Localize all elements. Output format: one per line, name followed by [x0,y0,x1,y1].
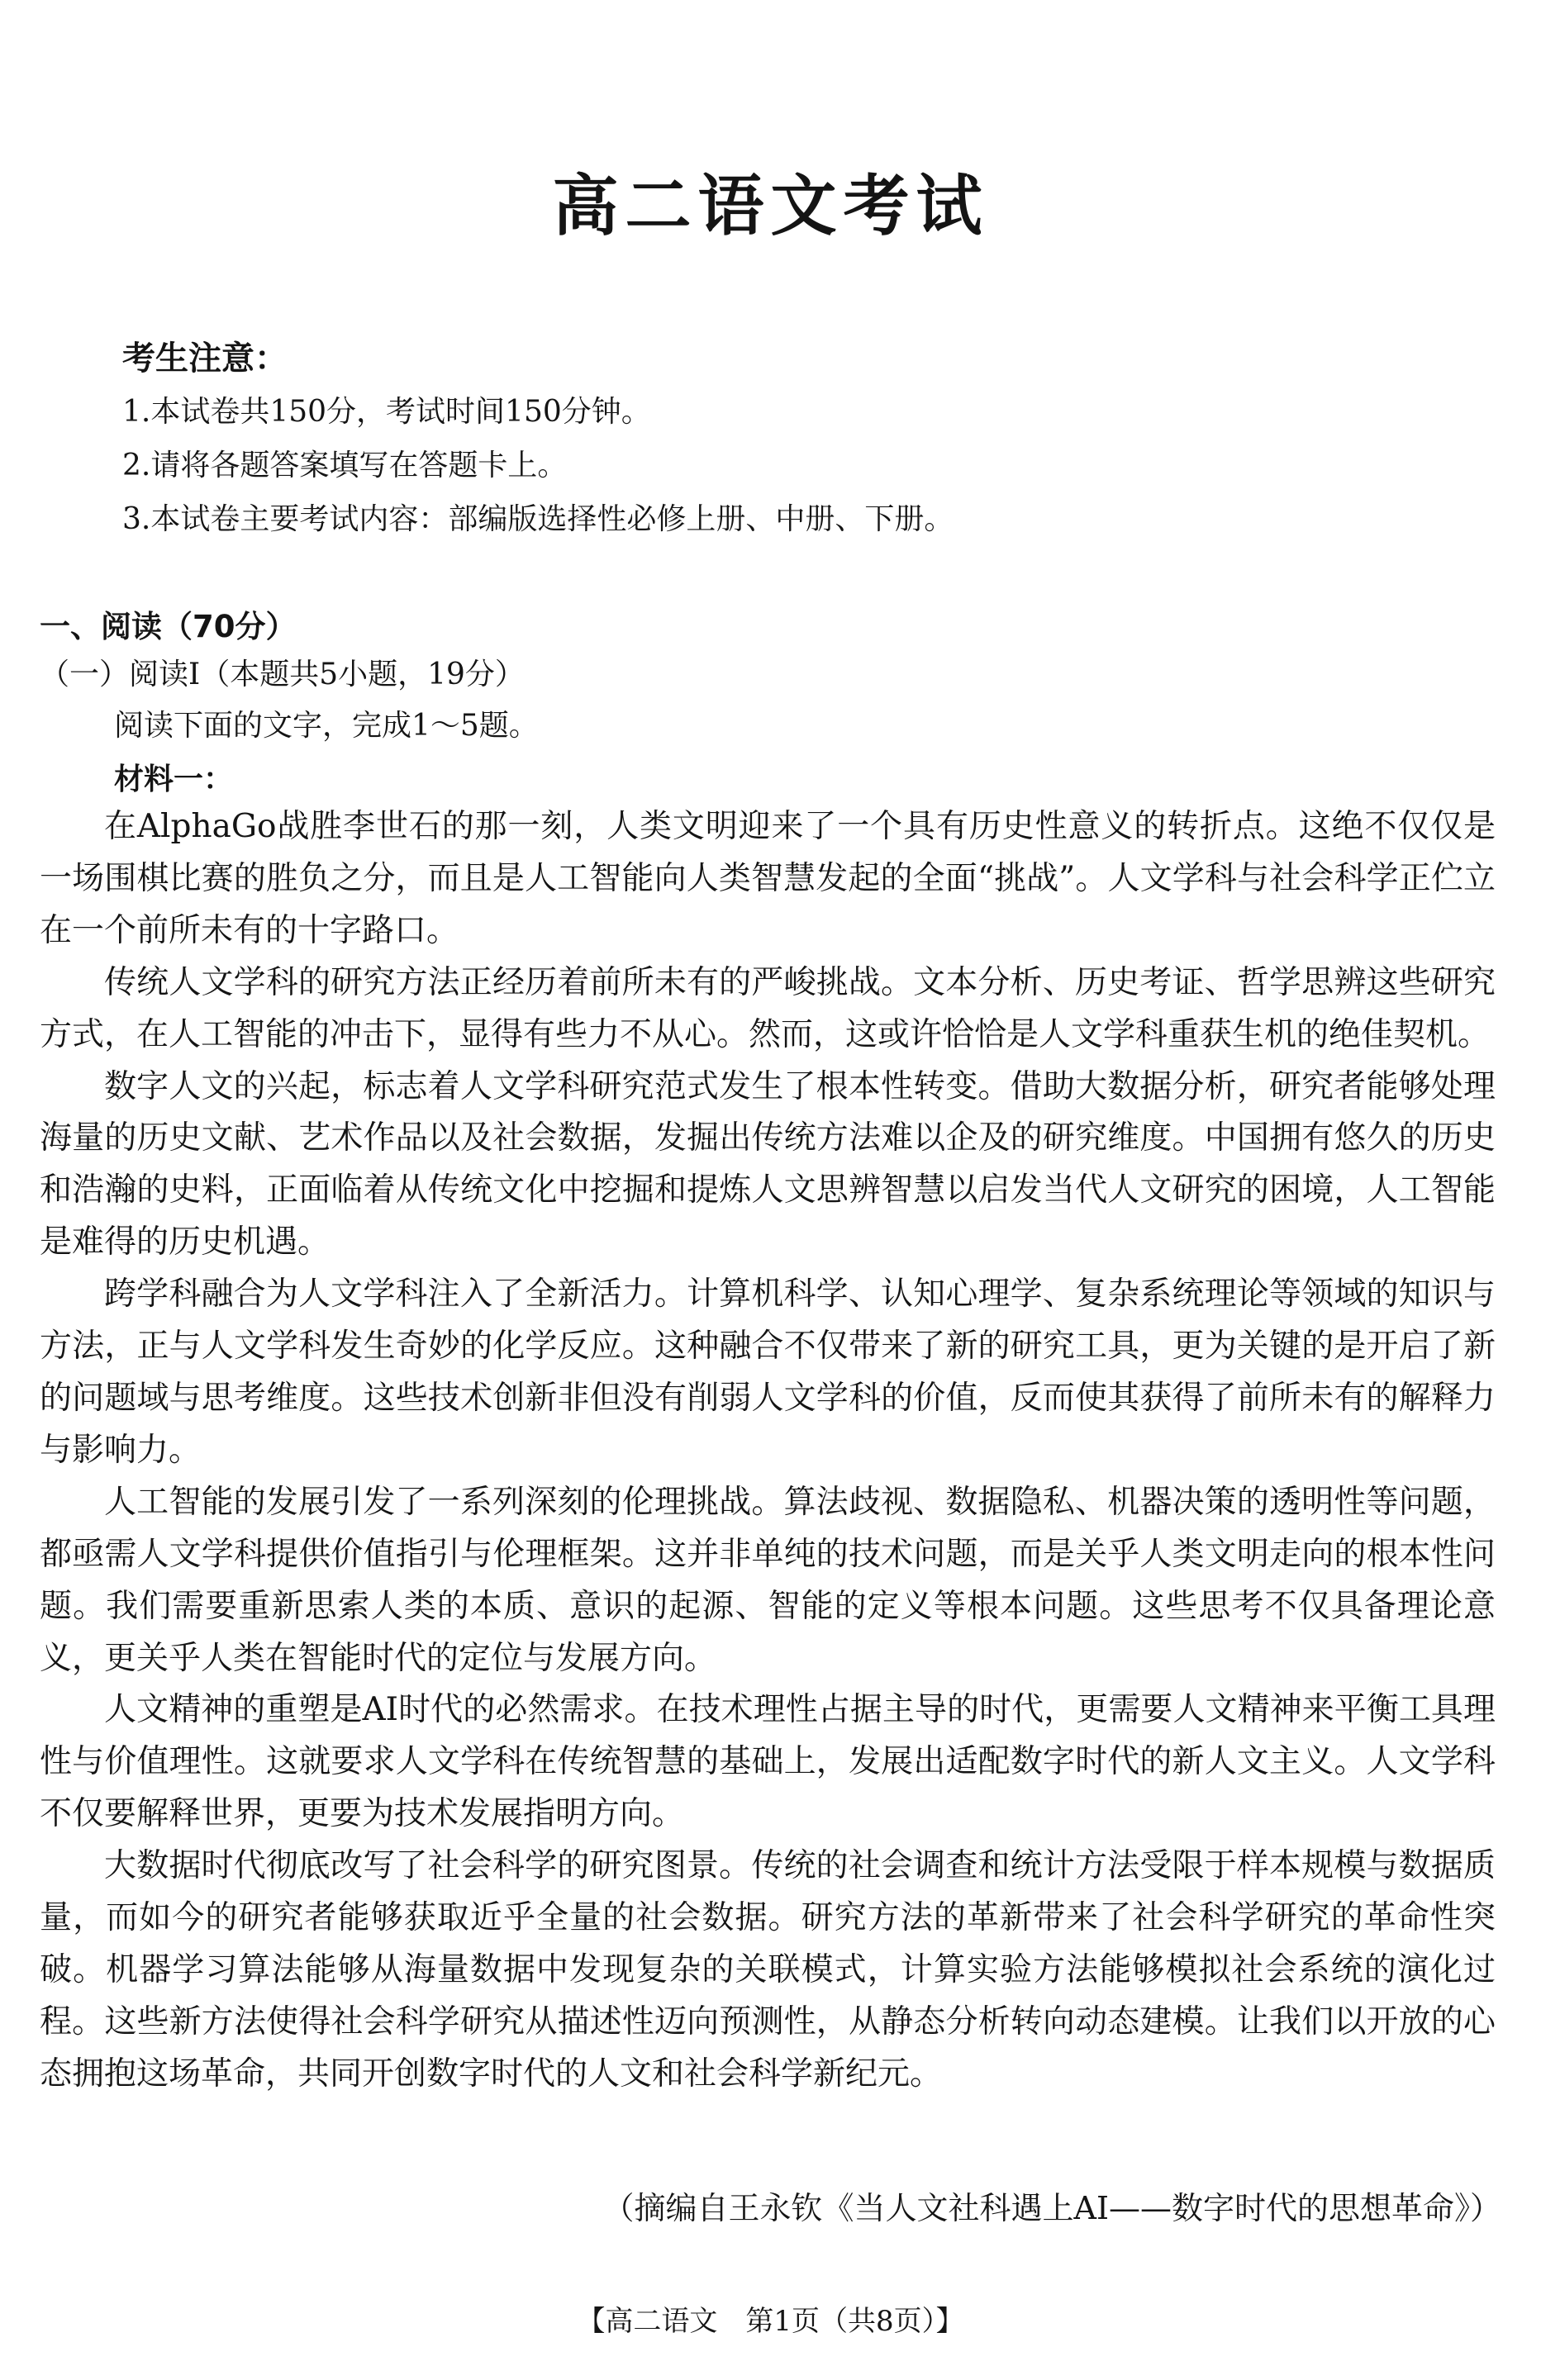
body-paragraph: 人文精神的重塑是AI时代的必然需求。在技术理性占据主导的时代，更需要人文精神来平衡工具理性与价值理性。这就要求人文学科在传统智慧的基础上，发展出适配数字时代的新人文主义。人文学科不仅要解释世界，更要为技术发展指明方向。 [40,1691,1496,1833]
body-paragraph: 跨学科融合为人文学科注入了全新活力。计算机科学、认知心理学、复杂系统理论等领域的知识与方法，正与人文学科发生奇妙的化学反应。这种融合不仅带来了新的研究工具，更为关键的是开启了新的问题域与思考维度。这些技术创新非但没有削弱人文学科的价值，反而使其获得了前所未有的解释力与影响力。 [40,1276,1496,1469]
body-paragraph: 在AlphaGo战胜李世石的那一刻，人类文明迎来了一个具有历史性意义的转折点。这绝不仅仅是一场围棋比赛的胜负之分，而且是人工智能向人类智慧发起的全面“挑战”。人文学科与社会科学正伫立在一个前所未有的十字路口。 [40,808,1496,949]
notice-item: 1.本试卷共150分，考试时间150分钟。 [122,395,651,429]
notice-heading: 考生注意： [122,340,288,378]
section-heading: 一、阅读（70分） [40,609,297,644]
subsection-heading: （一）阅读Ⅰ（本题共5小题，19分） [40,658,525,691]
notice-item: 3.本试卷主要考试内容：部编版选择性必修上册、中册、下册。 [122,502,954,536]
body-paragraph: 传统人文学科的研究方法正经历着前所未有的严峻挑战。文本分析、历史考证、哲学思辨这些研究方式，在人工智能的冲击下，显得有些力不从心。然而，这或许恰恰是人文学科重获生机的绝佳契机。 [40,963,1496,1053]
notice-item: 2.请将各题答案填写在答题卡上。 [122,449,568,482]
source-citation: （摘编自王永钦《当人文社科遇上AI——数字时代的思想革命》） [602,2190,1501,2226]
material-label: 材料一： [114,762,234,796]
body-paragraph: 数字人文的兴起，标志着人文学科研究范式发生了根本性转变。借助大数据分析，研究者能够处理海量的历史文献、艺术作品以及社会数据，发掘出传统方法难以企及的研究维度。中国拥有悠久的历史和浩瀚的史料，正面临着从传统文化中挖掘和提炼人文思辨智慧以启发当代人文研究的困境，人工智能是难得的历史机遇。 [40,1067,1496,1261]
exam-title: 高二语文考试 [552,168,989,245]
material-body [40,801,1496,2101]
body-paragraph: 人工智能的发展引发了一系列深刻的伦理挑战。算法歧视、数据隐私、机器决策的透明性等问题，都亟需人文学科提供价值指引与伦理框架。这并非单纯的技术问题，而是关乎人类文明走向的根本性问题。我们需要重新思索人类的本质、意识的起源、智能的定义等根本问题。这些思考不仅具备理论意义，更关乎人类在智能时代的定位与发展方向。 [40,1483,1496,1677]
reading-instruction: 阅读下面的文字，完成1～5题。 [114,709,539,743]
body-paragraph: 大数据时代彻底改写了社会科学的研究图景。传统的社会调查和统计方法受限于样本规模与数据质量，而如今的研究者能够获取近乎全量的社会数据。研究方法的革新带来了社会科学研究的革命性突破。机器学习算法能够从海量数据中发现复杂的关联模式，计算实验方法能够模拟社会系统的演化过程。这些新方法使得社会科学研究从描述性迈向预测性，从静态分析转向动态建模。让我们以开放的心态拥抱这场革命，共同开创数字时代的人文和社会科学新纪元。 [40,1847,1496,2093]
page-footer: 【高二语文 第1页（共8页）】 [577,2305,964,2338]
